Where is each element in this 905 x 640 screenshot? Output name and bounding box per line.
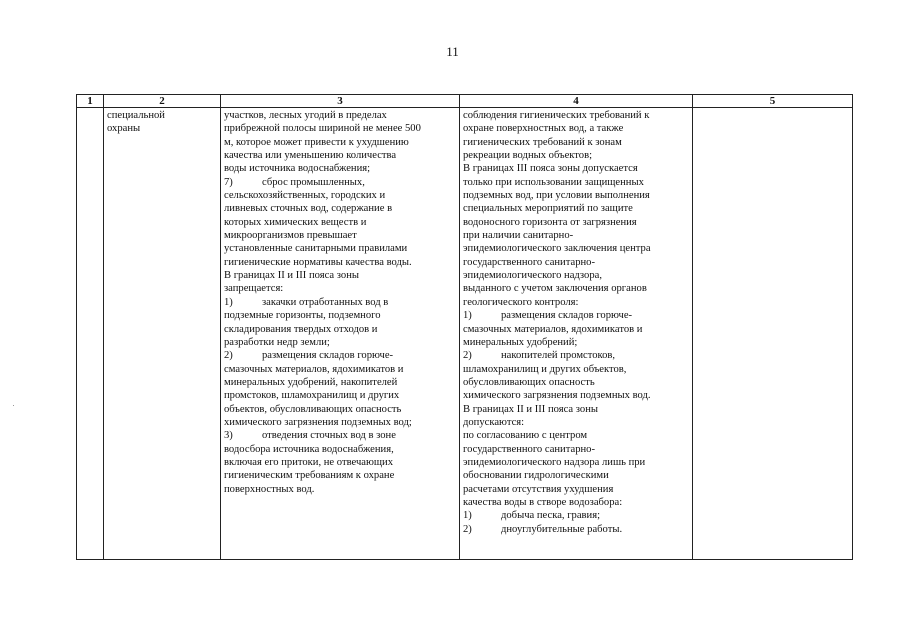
cell-text-line xyxy=(224,136,456,149)
cell-text-line xyxy=(224,416,456,429)
cell-text-line xyxy=(224,216,456,229)
line-text: ливневых сточных вод, содержание в xyxy=(224,203,393,215)
line-text: В границах II и III пояса зоны xyxy=(224,270,359,282)
list-item-number: 1) xyxy=(463,310,472,322)
list-item-line xyxy=(224,176,456,189)
line-text: государственного санитарно- xyxy=(463,256,595,268)
margin-dot xyxy=(13,405,14,406)
cell-text-line xyxy=(224,269,456,282)
list-item-number: 2) xyxy=(463,523,472,535)
list-item-line xyxy=(224,296,456,309)
cell-text-line xyxy=(224,162,456,175)
line-text: сельскохозяйственных, городских и xyxy=(224,190,386,202)
cell-text-line xyxy=(224,282,456,295)
line-text: промстоков, шламохранилищ и других xyxy=(224,390,400,402)
line-text: гигиенические нормативы качества воды. xyxy=(224,256,412,268)
line-text: воды источника водоснабжения; xyxy=(224,163,371,175)
line-text: минеральных удобрений; xyxy=(463,336,578,348)
cell-text-line xyxy=(224,443,456,456)
header-col-4: 4 xyxy=(460,95,693,108)
line-text: разработки недр земли; xyxy=(224,336,330,348)
cell-text-line xyxy=(224,403,456,416)
header-col-3: 3 xyxy=(221,95,460,108)
cell-text-line: охраны xyxy=(107,123,141,135)
line-text: только при использовании защищенных xyxy=(463,176,644,188)
line-text: размещения складов горюче- xyxy=(262,350,394,362)
header-col-1: 1 xyxy=(77,95,104,108)
line-text: эпидемиологического надзора лишь при xyxy=(463,456,646,468)
cell-text-line xyxy=(463,403,689,416)
cell-text-line xyxy=(463,229,689,242)
cell-text-line xyxy=(463,282,689,295)
line-text: расчетами отсутствия ухудшения xyxy=(463,483,614,495)
cell-col-3 xyxy=(221,108,460,560)
line-text: качества или уменьшению количества xyxy=(224,150,397,162)
cell-text-line xyxy=(224,363,456,376)
list-item-line xyxy=(463,509,689,522)
cell-text-line xyxy=(463,456,689,469)
line-text: смазочных материалов, ядохимикатов и xyxy=(224,363,404,375)
cell-text-line xyxy=(224,376,456,389)
cell-text-line xyxy=(463,202,689,215)
line-text: подземные горизонты, подземного xyxy=(224,310,381,322)
line-text: установленные санитарными правилами xyxy=(224,243,408,255)
cell-text-line xyxy=(463,336,689,349)
cell-text-line xyxy=(224,469,456,482)
cell-text-line xyxy=(463,416,689,429)
line-text: обосновании гидрологическими xyxy=(463,470,609,482)
cell-text-line xyxy=(463,176,689,189)
cell-text-line xyxy=(224,202,456,215)
line-text: минеральных удобрений, накопителей xyxy=(224,376,398,388)
list-item-line xyxy=(224,429,456,442)
line-text: поверхностных вод. xyxy=(224,483,315,495)
line-text: водосбора источника водоснабжения, xyxy=(224,443,394,455)
cell-text-line xyxy=(463,109,689,122)
cell-text-line xyxy=(463,242,689,255)
line-text: при наличии санитарно- xyxy=(463,230,574,242)
line-text: закачки отработанных вод в xyxy=(262,296,389,308)
cell-text-line xyxy=(463,256,689,269)
cell-text-line xyxy=(463,136,689,149)
cell-text-line xyxy=(463,323,689,336)
line-text: м, которое может привести к ухудшению xyxy=(224,136,409,148)
page-number: 11 xyxy=(446,44,459,59)
line-text: шламохранилищ и других объектов, xyxy=(463,363,627,375)
line-text: добыча песка, гравия; xyxy=(501,510,601,522)
header-col-2: 2 xyxy=(104,95,221,108)
cell-text-line xyxy=(463,149,689,162)
line-text: химического загрязнения подземных вод. xyxy=(463,390,651,402)
line-text: накопителей промстоков, xyxy=(501,350,616,362)
line-text: подземных вод, при условии выполнения xyxy=(463,190,650,202)
line-text: сброс промышленных, xyxy=(262,176,365,188)
line-text: гигиенических требований к зонам xyxy=(463,136,622,148)
line-text: складирования твердых отходов и xyxy=(224,323,378,335)
line-text: участков, лесных угодий в пределах xyxy=(224,110,387,121)
line-text: прибрежной полосы шириной не менее 500 xyxy=(224,123,421,135)
cell-text-line xyxy=(224,323,456,336)
cell-text-line xyxy=(224,336,456,349)
line-text: гигиеническим требованиям к охране xyxy=(224,470,395,482)
cell-text-line xyxy=(463,363,689,376)
line-text: которых химических веществ и xyxy=(224,216,367,228)
list-item-line xyxy=(463,523,689,536)
regulation-table xyxy=(76,94,853,560)
line-text: охране поверхностных вод, а также xyxy=(463,123,624,135)
list-item-number: 1) xyxy=(224,296,233,308)
cell-text-line xyxy=(224,389,456,402)
cell-text-line xyxy=(463,162,689,175)
line-text: геологического контроля: xyxy=(463,296,579,308)
cell-text-line: специальной xyxy=(107,110,165,121)
cell-text-line xyxy=(224,189,456,202)
cell-text-line xyxy=(463,296,689,309)
cell-text-line xyxy=(463,469,689,482)
cell-text-line xyxy=(224,242,456,255)
list-item-line xyxy=(463,349,689,362)
cell-text-line xyxy=(463,443,689,456)
line-text: соблюдения гигиенических требований к xyxy=(463,110,650,121)
cell-text-line xyxy=(463,376,689,389)
line-text: запрещается: xyxy=(224,283,284,295)
list-item-line xyxy=(463,309,689,322)
line-text: качества воды в створе водозабора: xyxy=(463,496,623,508)
line-text: смазочных материалов, ядохимикатов и xyxy=(463,323,643,335)
list-item-number: 3) xyxy=(224,430,233,442)
line-text: водоносного горизонта от загрязнения xyxy=(463,216,637,228)
cell-text-line xyxy=(224,456,456,469)
cell-text-line xyxy=(463,389,689,402)
line-text: специальных мероприятий по защите xyxy=(463,203,633,215)
line-text: химического загрязнения подземных вод; xyxy=(224,416,412,428)
line-text: рекреации водных объектов; xyxy=(463,150,593,162)
line-text: дноуглубительные работы. xyxy=(501,523,623,535)
cell-text-line xyxy=(224,122,456,135)
header-col-5: 5 xyxy=(693,95,853,108)
list-item-number: 1) xyxy=(463,510,472,522)
line-text: размещения складов горюче- xyxy=(501,310,633,322)
cell-text-line xyxy=(224,109,456,122)
cell-text-line xyxy=(463,216,689,229)
line-text: эпидемиологического надзора, xyxy=(463,270,602,282)
cell-text-line xyxy=(224,149,456,162)
cell-text-line xyxy=(463,189,689,202)
line-text: включая его притоки, не отвечающих xyxy=(224,456,394,468)
table-row xyxy=(77,108,853,560)
cell-text-line xyxy=(463,122,689,135)
line-text: выданного с учетом заключения органов xyxy=(463,283,647,295)
list-item-number: 2) xyxy=(224,350,233,362)
list-item-number: 7) xyxy=(224,176,233,188)
cell-col-1 xyxy=(77,108,104,560)
list-item-number: 2) xyxy=(463,350,472,362)
line-text: государственного санитарно- xyxy=(463,443,595,455)
line-text: допускаются: xyxy=(463,416,525,428)
cell-text-line xyxy=(224,256,456,269)
line-text: объектов, обусловливающих опасность xyxy=(224,403,402,415)
cell-text-line xyxy=(224,309,456,322)
line-text: по согласованию с центром xyxy=(463,430,588,442)
table-header-row xyxy=(77,95,853,108)
line-text: микроорганизмов превышает xyxy=(224,230,357,242)
cell-col-4 xyxy=(460,108,693,560)
cell-col-5 xyxy=(693,108,853,560)
cell-text-line xyxy=(463,269,689,282)
cell-text-line xyxy=(463,483,689,496)
cell-col-2 xyxy=(104,108,221,560)
cell-text-line xyxy=(224,229,456,242)
cell-text-line xyxy=(463,496,689,509)
line-text: обусловливающих опасность xyxy=(463,376,595,388)
line-text: отведения сточных вод в зоне xyxy=(262,430,396,442)
line-text: эпидемиологического заключения центра xyxy=(463,243,651,255)
line-text: В границах II и III пояса зоны xyxy=(463,403,598,415)
list-item-line xyxy=(224,349,456,362)
cell-text-line xyxy=(463,429,689,442)
cell-text-line xyxy=(224,483,456,496)
line-text: В границах III пояса зоны допускается xyxy=(463,163,638,175)
